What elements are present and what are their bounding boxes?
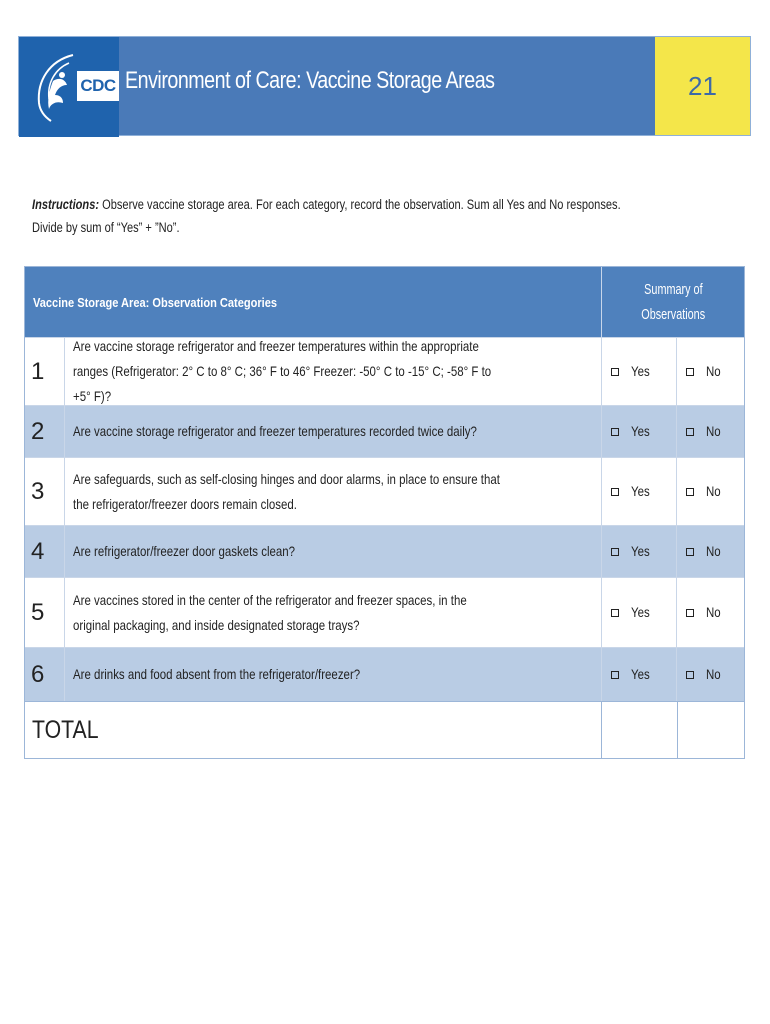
checkbox-icon[interactable] <box>686 368 694 376</box>
checkbox-icon[interactable] <box>686 548 694 556</box>
yes-option[interactable]: Yes <box>602 648 677 701</box>
checkbox-icon[interactable] <box>611 548 619 556</box>
cdc-wordmark: CDC <box>77 71 119 101</box>
checkbox-icon[interactable] <box>686 428 694 436</box>
total-row <box>25 701 744 758</box>
header-banner <box>18 36 751 136</box>
yes-option[interactable]: Yes <box>602 578 677 647</box>
page-title: Environment of Care: Vaccine Storage Areas <box>125 67 495 94</box>
no-option[interactable]: No <box>677 526 744 577</box>
instructions <box>32 193 729 239</box>
row-number: 3 <box>25 458 65 525</box>
row-question: Are drinks and food absent from the refrigerator/freezer? <box>65 648 602 701</box>
row-number: 1 <box>25 338 65 405</box>
yes-option[interactable]: Yes <box>602 406 677 457</box>
no-option[interactable]: No <box>677 458 744 525</box>
checkbox-icon[interactable] <box>686 609 694 617</box>
table-row <box>25 647 744 701</box>
row-number: 5 <box>25 578 65 647</box>
checkbox-icon[interactable] <box>686 671 694 679</box>
checkbox-icon[interactable] <box>611 488 619 496</box>
row-number: 6 <box>25 648 65 701</box>
total-no-cell[interactable] <box>678 702 744 758</box>
table-header <box>25 267 744 337</box>
table-row <box>25 577 744 647</box>
table-row <box>25 405 744 457</box>
yes-option[interactable]: Yes <box>602 526 677 577</box>
yes-option[interactable]: Yes <box>602 458 677 525</box>
hhs-seal-icon <box>29 51 79 123</box>
page-number: 21 <box>655 37 750 135</box>
header-summary <box>602 267 744 337</box>
cdc-logo <box>19 37 119 137</box>
row-question: Are vaccines stored in the center of the refrigerator and freezer spaces, in the original packaging, and inside designated storage trays? <box>65 578 602 647</box>
yes-option[interactable]: Yes <box>602 338 677 405</box>
no-option[interactable]: No <box>677 406 744 457</box>
row-question: Are refrigerator/freezer door gaskets clean? <box>65 526 602 577</box>
checkbox-icon[interactable] <box>611 671 619 679</box>
total-label: TOTAL <box>25 702 602 758</box>
no-option[interactable]: No <box>677 338 744 405</box>
checkbox-icon[interactable] <box>611 368 619 376</box>
header-summary-line2: Observations <box>641 306 705 323</box>
no-option[interactable]: No <box>677 648 744 701</box>
row-number: 4 <box>25 526 65 577</box>
row-question: Are vaccine storage refrigerator and freezer temperatures within the appropriate ranges (Refrigerator: 2° C to 8° C; 36° F to 46° Freezer: -50° C to -15° C; -58° F to +5° F)? <box>65 338 602 405</box>
instructions-label: Instructions: <box>32 197 100 212</box>
instructions-line2: Divide by sum of “Yes” + ”No”. <box>32 220 180 235</box>
total-yes-cell[interactable] <box>602 702 678 758</box>
checkbox-icon[interactable] <box>686 488 694 496</box>
header-categories: Vaccine Storage Area: Observation Categories <box>25 267 602 337</box>
row-question: Are safeguards, such as self-closing hinges and door alarms, in place to ensure that the refrigerator/freezer doors remain closed. <box>65 458 602 525</box>
checkbox-icon[interactable] <box>611 609 619 617</box>
row-number: 2 <box>25 406 65 457</box>
table-row <box>25 525 744 577</box>
table-row <box>25 457 744 525</box>
observation-table <box>24 266 745 759</box>
row-question: Are vaccine storage refrigerator and freezer temperatures recorded twice daily? <box>65 406 602 457</box>
table-row <box>25 337 744 405</box>
checkbox-icon[interactable] <box>611 428 619 436</box>
header-summary-line1: Summary of <box>643 281 703 298</box>
instructions-line1: Observe vaccine storage area. For each category, record the observation. Sum all Yes and No responses. <box>99 197 621 212</box>
no-option[interactable]: No <box>677 578 744 647</box>
